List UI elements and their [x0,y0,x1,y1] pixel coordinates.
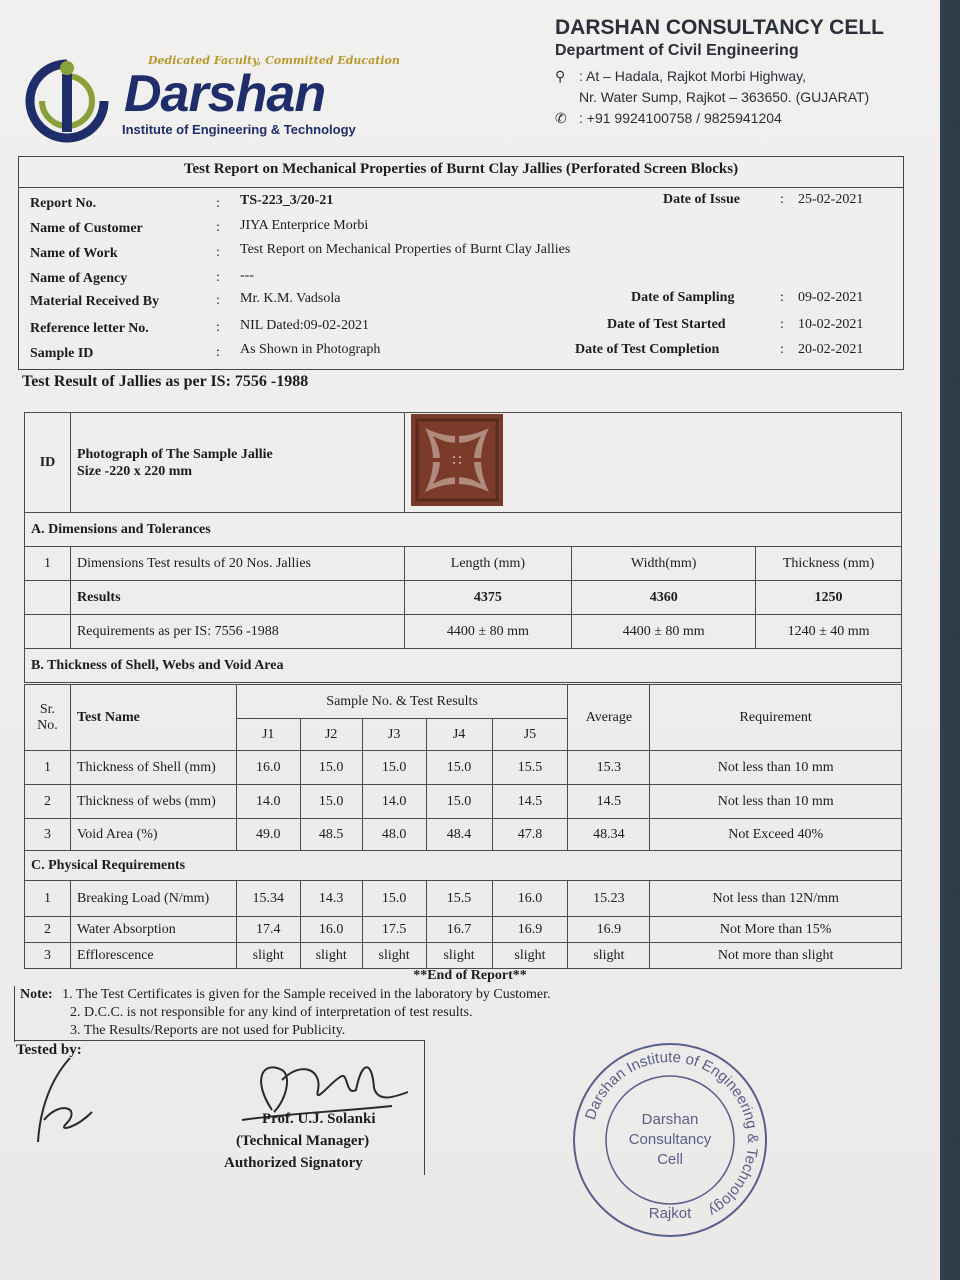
signatory-block [224,1108,376,1174]
value-j3: 48.0 [362,819,426,851]
length-result: 4375 [404,581,572,615]
colon: : [216,345,220,360]
width-requirement: 4400 ± 80 mm [572,615,756,649]
sr-no: 1 [25,547,71,581]
sr-no: 2 [25,785,71,819]
sr-no: 3 [25,819,71,851]
photo-size: Size -220 x 220 mm [76,463,193,479]
colon: : [216,270,220,285]
width-result: 4360 [572,581,756,615]
colon: : [216,196,220,211]
value-j2: 48.5 [300,819,362,851]
colon: : [216,245,220,260]
photo-caption [70,413,404,513]
table-row [25,917,902,943]
sr-no: 1 [25,881,71,917]
logo-tagline: Dedicated Faculty, Committed Education [148,54,400,67]
work-value: Test Report on Mechanical Properties of Burnt Clay Jallies [240,242,571,257]
reference-value: NIL Dated:09-02-2021 [240,318,369,333]
section-a-heading: A. Dimensions and Tolerances [25,513,902,547]
stamp-line-1: Darshan [641,1111,699,1128]
customer-label: Name of Customer [30,221,143,236]
value-j2: 15.0 [300,785,362,819]
value-j3: 14.0 [362,785,426,819]
test-name: Water Absorption [70,917,236,943]
phone-numbers: : +91 9924100758 / 9825941204 [579,110,782,126]
results-heading: Test Result of Jallies as per IS: 7556 -1988 [22,373,309,390]
test-name: Void Area (%) [70,819,236,851]
colon: : [216,320,220,335]
results-label: Results [70,581,404,615]
length-requirement: 4400 ± 80 mm [404,615,572,649]
requirement-value: Not More than 15% [650,917,902,943]
end-of-report: **End of Report** [413,968,527,983]
report-no-value: TS-223_3/20-21 [240,193,334,208]
shell-webs-table [24,684,902,969]
value-j2: 16.0 [300,917,362,943]
dimension-requirement-row [25,615,902,649]
value-j2: 14.3 [300,881,362,917]
sr-no: 3 [25,943,71,969]
colon: : [780,192,784,207]
letterhead [20,8,920,148]
average-value: slight [568,943,650,969]
received-by-value: Mr. K.M. Vadsola [240,291,341,306]
value-j1: 17.4 [236,917,300,943]
table-row [25,785,902,819]
value-j5: 16.0 [492,881,568,917]
value-j1: 15.34 [236,881,300,917]
sample-id-value: As Shown in Photograph [240,342,381,357]
value-j4: 15.5 [426,881,492,917]
value-j4: 15.0 [426,785,492,819]
value-j5: 47.8 [492,819,568,851]
received-by-label: Material Received By [30,294,160,309]
work-label: Name of Work [30,246,118,261]
jallie-sample-photo [411,414,503,506]
id-cell: ID [25,413,71,513]
sample-j5-header: J5 [492,719,568,751]
note-item: 3. The Results/Reports are not used for Publicity. [70,1023,346,1038]
colon: : [780,342,784,357]
average-value: 16.9 [568,917,650,943]
section-c-heading: C. Physical Requirements [25,851,902,881]
value-j4: 48.4 [426,819,492,851]
test-completion-label: Date of Test Completion [575,342,720,357]
empty-cell [25,615,71,649]
stamp-city: Rajkot [648,1205,692,1222]
tested-by-label: Tested by: [16,1042,82,1058]
value-j5: 16.9 [492,917,568,943]
value-j1: 16.0 [236,751,300,785]
sampling-date-label: Date of Sampling [631,290,735,305]
test-start-label: Date of Test Started [607,317,726,332]
divider [14,986,15,1042]
photo-caption-line: Photograph of The Sample Jallie [76,446,273,462]
thickness-requirement: 1240 ± 40 mm [756,615,902,649]
note-item: 1. The Test Certificates is given for the Sample received in the laboratory by Customer. [62,987,551,1002]
signatory-name: Prof. U.J. Solanki [262,1111,376,1127]
issue-date-label: Date of Issue [663,192,740,207]
table-row [25,819,902,851]
stamp-ring-text: Darshan Institute of Engineering & Technology [581,1048,762,1220]
signatory-role: (Technical Manager) [236,1133,370,1149]
average-value: 48.34 [568,819,650,851]
average-value: 14.5 [568,785,650,819]
table-row [25,943,902,969]
reference-label: Reference letter No. [30,321,149,336]
requirement-header: Requirement [650,685,902,751]
average-value: 15.23 [568,881,650,917]
test-name: Breaking Load (N/mm) [70,881,236,917]
sr-no-header: Sr. No. [25,685,71,751]
notes-label: Note: [20,987,53,1002]
requirement-value: Not more than slight [650,943,902,969]
thickness-header: Thickness (mm) [756,547,902,581]
test-name: Thickness of webs (mm) [70,785,236,819]
stamp-line-3: Cell [657,1151,683,1168]
sample-j2-header: J2 [300,719,362,751]
consultancy-cell-stamp [570,1040,770,1240]
average-header: Average [568,685,650,751]
test-name: Thickness of Shell (mm) [70,751,236,785]
dimension-row-label: Dimensions Test results of 20 Nos. Jallies [70,547,404,581]
value-j2: 15.0 [300,751,362,785]
table-row [25,881,902,917]
sample-j4-header: J4 [426,719,492,751]
colon: : [780,317,784,332]
value-j3: 17.5 [362,917,426,943]
test-start-value: 10-02-2021 [798,317,864,332]
agency-value: --- [240,268,254,283]
requirements-label: Requirements as per IS: 7556 -1988 [70,615,404,649]
value-j3: slight [362,943,426,969]
report-title: Test Report on Mechanical Properties of Burnt Clay Jallies (Perforated Screen Blocks) [183,161,739,177]
value-j1: 49.0 [236,819,300,851]
phone-icon: ✆ [555,110,567,126]
thickness-result: 1250 [756,581,902,615]
requirement-value: Not less than 10 mm [650,785,902,819]
institute-name: Institute of Engineering & Technology [122,122,356,137]
divider [19,187,903,188]
sample-results-header: Sample No. & Test Results [236,685,568,719]
requirement-value: Not less than 10 mm [650,751,902,785]
section-b-heading: B. Thickness of Shell, Webs and Void Area [25,649,902,683]
address-line-1: : At – Hadala, Rajkot Morbi Highway, [579,68,806,84]
value-j3: 15.0 [362,881,426,917]
requirement-value: Not Exceed 40% [650,819,902,851]
colon: : [216,293,220,308]
sampling-date-value: 09-02-2021 [798,290,864,305]
width-header: Width(mm) [572,547,756,581]
note-item: 2. D.C.C. is not responsible for any kind of interpretation of test results. [70,1005,473,1020]
sr-no: 2 [25,917,71,943]
value-j5: 15.5 [492,751,568,785]
dimension-results-row [25,581,902,615]
value-j4: 15.0 [426,751,492,785]
value-j4: slight [426,943,492,969]
report-info-box [18,156,904,370]
address-line-2: Nr. Water Sump, Rajkot – 363650. (GUJARAT) [579,89,870,105]
contact-block [555,66,869,129]
department-name: Department of Civil Engineering [555,42,799,59]
location-pin-icon: ⚲ [555,68,566,84]
value-j1: 14.0 [236,785,300,819]
test-name-header: Test Name [70,685,236,751]
length-header: Length (mm) [404,547,572,581]
notes-block [20,986,551,1040]
photo-cell [404,413,901,513]
value-j5: slight [492,943,568,969]
sr-no: 1 [25,751,71,785]
value-j2: slight [300,943,362,969]
value-j4: 16.7 [426,917,492,943]
sample-id-label: Sample ID [30,346,94,361]
empty-cell [25,581,71,615]
value-j1: slight [236,943,300,969]
agency-label: Name of Agency [30,271,128,286]
report-no-label: Report No. [30,196,97,211]
issue-date-value: 25-02-2021 [798,192,864,207]
average-value: 15.3 [568,751,650,785]
colon: : [216,220,220,235]
signatory-authority: Authorized Signatory [224,1155,363,1171]
results-table [24,412,902,683]
customer-value: JIYA Enterprice Morbi [240,218,369,233]
logo-wordmark: Darshan [124,65,326,123]
photo-row [25,413,902,513]
test-completion-value: 20-02-2021 [798,342,864,357]
tester-signature [30,1050,100,1150]
consultancy-cell-name: DARSHAN CONSULTANCY CELL [555,16,884,39]
value-j3: 15.0 [362,751,426,785]
test-name: Efflorescence [70,943,236,969]
value-j5: 14.5 [492,785,568,819]
table-row [25,751,902,785]
stamp-line-2: Consultancy [628,1131,712,1148]
requirement-value: Not less than 12N/mm [650,881,902,917]
dimension-header-row [25,547,902,581]
sample-j3-header: J3 [362,719,426,751]
sample-j1-header: J1 [236,719,300,751]
colon: : [780,290,784,305]
darshan-logo-icon [22,56,112,146]
